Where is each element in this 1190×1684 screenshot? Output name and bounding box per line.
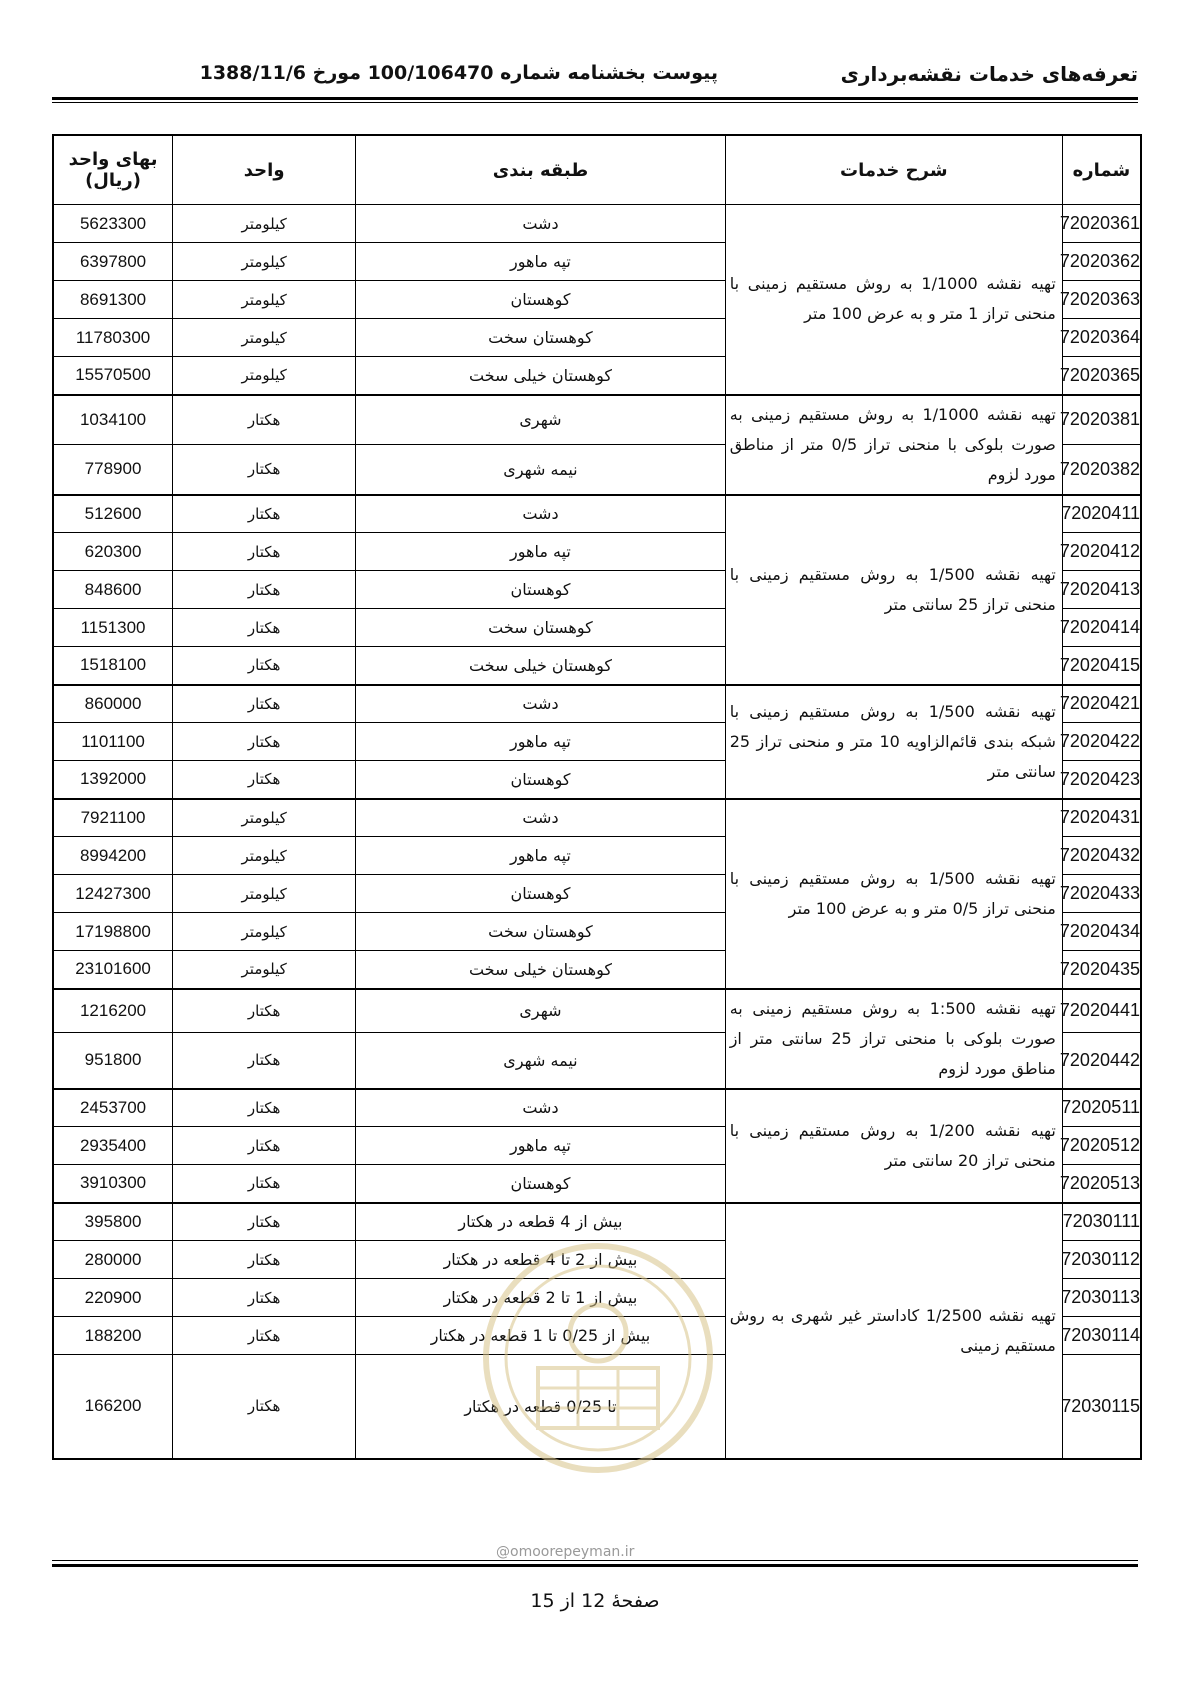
- row-price: 7921100: [53, 799, 173, 837]
- header-service: شرح خدمات: [725, 135, 1062, 205]
- row-classification: کوهستان: [356, 281, 725, 319]
- row-classification: کوهستان خیلی سخت: [356, 357, 725, 395]
- row-unit: هکتار: [173, 989, 356, 1033]
- row-unit: هکتار: [173, 685, 356, 723]
- document-title: تعرفه‌های خدمات نقشه‌برداری: [840, 62, 1138, 86]
- row-classification: دشت: [356, 1089, 725, 1127]
- table-header-row: [53, 135, 1141, 205]
- row-price: 3910300: [53, 1165, 173, 1203]
- row-unit: هکتار: [173, 1089, 356, 1127]
- row-classification: کوهستان سخت: [356, 319, 725, 357]
- row-unit: هکتار: [173, 1165, 356, 1203]
- row-classification: نیمه شهری: [356, 1033, 725, 1089]
- row-unit: هکتار: [173, 761, 356, 799]
- row-unit: هکتار: [173, 445, 356, 495]
- service-description: تهیه نقشه 1/500 به روش مستقیم زمینی با شبکه بندی قائم‌الزاویه 10 متر و منحنی تراز 25 سانتی متر: [725, 685, 1062, 799]
- row-classification: دشت: [356, 205, 725, 243]
- row-unit: هکتار: [173, 395, 356, 445]
- tariff-table: [52, 134, 1142, 1460]
- row-unit: کیلومتر: [173, 951, 356, 989]
- row-price: 395800: [53, 1203, 173, 1241]
- row-unit: هکتار: [173, 723, 356, 761]
- table-row: [53, 685, 1141, 723]
- service-description: تهیه نقشه 1/500 به روش مستقیم زمینی با منحنی تراز 0/5 متر و به عرض 100 متر: [725, 799, 1062, 989]
- row-number: 72020421: [1062, 685, 1141, 723]
- row-number: 72020361: [1062, 205, 1141, 243]
- row-unit: هکتار: [173, 1355, 356, 1459]
- row-number: 72020422: [1062, 723, 1141, 761]
- header-rule-thick: [52, 97, 1138, 100]
- row-number: 72020365: [1062, 357, 1141, 395]
- row-number: 72020411: [1062, 495, 1141, 533]
- row-classification: کوهستان: [356, 875, 725, 913]
- row-classification: دشت: [356, 495, 725, 533]
- page-number: صفحهٔ 12 از 15: [530, 1590, 660, 1612]
- row-number: 72020441: [1062, 989, 1141, 1033]
- row-unit: کیلومتر: [173, 319, 356, 357]
- row-unit: کیلومتر: [173, 875, 356, 913]
- row-price: 12427300: [53, 875, 173, 913]
- row-unit: کیلومتر: [173, 205, 356, 243]
- row-number: 72020442: [1062, 1033, 1141, 1089]
- row-number: 72030115: [1062, 1355, 1141, 1459]
- row-classification: کوهستان خیلی سخت: [356, 647, 725, 685]
- row-number: 72020433: [1062, 875, 1141, 913]
- row-classification: دشت: [356, 685, 725, 723]
- row-price: 1151300: [53, 609, 173, 647]
- row-price: 5623300: [53, 205, 173, 243]
- table-row: [53, 495, 1141, 533]
- row-number: 72020435: [1062, 951, 1141, 989]
- row-price: 2935400: [53, 1127, 173, 1165]
- row-number: 72020415: [1062, 647, 1141, 685]
- row-unit: کیلومتر: [173, 243, 356, 281]
- row-classification: کوهستان: [356, 1165, 725, 1203]
- row-price: 1034100: [53, 395, 173, 445]
- row-classification: شهری: [356, 395, 725, 445]
- row-price: 8994200: [53, 837, 173, 875]
- row-number: 72020412: [1062, 533, 1141, 571]
- row-classification: کوهستان سخت: [356, 609, 725, 647]
- row-price: 166200: [53, 1355, 173, 1459]
- row-unit: هکتار: [173, 495, 356, 533]
- header-price: بهای واحد (ریال): [53, 135, 173, 205]
- row-classification: تپه ماهور: [356, 837, 725, 875]
- row-number: 72020423: [1062, 761, 1141, 799]
- row-unit: هکتار: [173, 609, 356, 647]
- row-number: 72030113: [1062, 1279, 1141, 1317]
- row-unit: هکتار: [173, 1033, 356, 1089]
- row-classification: دشت: [356, 799, 725, 837]
- row-classification: کوهستان خیلی سخت: [356, 951, 725, 989]
- row-unit: کیلومتر: [173, 837, 356, 875]
- row-price: 860000: [53, 685, 173, 723]
- service-description: تهیه نقشه 1:500 به روش مستقیم زمینی به صورت بلوکی با منحنی تراز 25 سانتی متر از مناطق مورد لزوم: [725, 989, 1062, 1089]
- service-description: تهیه نقشه 1/200 به روش مستقیم زمینی با منحنی تراز 20 سانتی متر: [725, 1089, 1062, 1203]
- row-price: 951800: [53, 1033, 173, 1089]
- circular-reference: پیوست بخشنامه شماره 100/106470 مورخ 1388/11/6: [199, 62, 718, 84]
- header-rule-thin: [52, 102, 1138, 103]
- row-price: 23101600: [53, 951, 173, 989]
- row-price: 15570500: [53, 357, 173, 395]
- row-classification: تپه ماهور: [356, 723, 725, 761]
- row-price: 1392000: [53, 761, 173, 799]
- page-header: [52, 58, 1138, 92]
- row-number: 72020363: [1062, 281, 1141, 319]
- row-classification: شهری: [356, 989, 725, 1033]
- row-number: 72020382: [1062, 445, 1141, 495]
- row-classification: بیش از 1 تا 2 قطعه در هکتار: [356, 1279, 725, 1317]
- row-unit: هکتار: [173, 571, 356, 609]
- row-unit: کیلومتر: [173, 799, 356, 837]
- row-price: 11780300: [53, 319, 173, 357]
- row-price: 620300: [53, 533, 173, 571]
- table-row: [53, 205, 1141, 243]
- row-number: 72020512: [1062, 1127, 1141, 1165]
- row-price: 17198800: [53, 913, 173, 951]
- row-price: 8691300: [53, 281, 173, 319]
- watermark-site: @omoorepeyman.ir: [496, 1544, 635, 1560]
- row-unit: کیلومتر: [173, 357, 356, 395]
- row-number: 72020431: [1062, 799, 1141, 837]
- row-unit: هکتار: [173, 1203, 356, 1241]
- row-unit: هکتار: [173, 1317, 356, 1355]
- row-unit: هکتار: [173, 1279, 356, 1317]
- row-number: 72020362: [1062, 243, 1141, 281]
- table-row: [53, 989, 1141, 1033]
- row-number: 72020413: [1062, 571, 1141, 609]
- row-number: 72020434: [1062, 913, 1141, 951]
- table-row: [53, 1203, 1141, 1241]
- header-number: شماره: [1062, 135, 1141, 205]
- row-classification: تپه ماهور: [356, 533, 725, 571]
- row-classification: بیش از 0/25 تا 1 قطعه در هکتار: [356, 1317, 725, 1355]
- table-body: [53, 205, 1141, 1459]
- row-number: 72020381: [1062, 395, 1141, 445]
- row-number: 72030112: [1062, 1241, 1141, 1279]
- row-classification: نیمه شهری: [356, 445, 725, 495]
- row-classification: تپه ماهور: [356, 243, 725, 281]
- row-classification: بیش از 2 تا 4 قطعه در هکتار: [356, 1241, 725, 1279]
- row-price: 1518100: [53, 647, 173, 685]
- row-classification: تا 0/25 قطعه در هکتار: [356, 1355, 725, 1459]
- row-number: 72030114: [1062, 1317, 1141, 1355]
- header-classification: طبقه بندی: [356, 135, 725, 205]
- row-unit: هکتار: [173, 647, 356, 685]
- row-price: 512600: [53, 495, 173, 533]
- row-price: 220900: [53, 1279, 173, 1317]
- service-description: تهیه نقشه 1/500 به روش مستقیم زمینی با منحنی تراز 25 سانتی متر: [725, 495, 1062, 685]
- row-classification: کوهستان: [356, 571, 725, 609]
- row-classification: کوهستان: [356, 761, 725, 799]
- row-classification: کوهستان سخت: [356, 913, 725, 951]
- row-classification: تپه ماهور: [356, 1127, 725, 1165]
- service-description: تهیه نقشه 1/1000 به روش مستقیم زمینی به صورت بلوکی با منحنی تراز 0/5 متر از مناطق مورد لزوم: [725, 395, 1062, 495]
- row-price: 188200: [53, 1317, 173, 1355]
- service-description: تهیه نقشه 1/2500 کاداستر غیر شهری به روش مستقیم زمینی: [725, 1203, 1062, 1459]
- row-price: 280000: [53, 1241, 173, 1279]
- row-price: 1216200: [53, 989, 173, 1033]
- row-number: 72020414: [1062, 609, 1141, 647]
- row-number: 72030111: [1062, 1203, 1141, 1241]
- header-unit: واحد: [173, 135, 356, 205]
- row-classification: بیش از 4 قطعه در هکتار: [356, 1203, 725, 1241]
- row-unit: هکتار: [173, 1241, 356, 1279]
- row-price: 2453700: [53, 1089, 173, 1127]
- row-unit: هکتار: [173, 1127, 356, 1165]
- table-row: [53, 799, 1141, 837]
- row-price: 778900: [53, 445, 173, 495]
- row-unit: کیلومتر: [173, 913, 356, 951]
- row-price: 6397800: [53, 243, 173, 281]
- row-unit: کیلومتر: [173, 281, 356, 319]
- footer-rule-thick: [52, 1564, 1138, 1567]
- row-number: 72020513: [1062, 1165, 1141, 1203]
- row-number: 72020364: [1062, 319, 1141, 357]
- table-row: [53, 1089, 1141, 1127]
- footer-rule-thin: [52, 1560, 1138, 1561]
- service-description: تهیه نقشه 1/1000 به روش مستقیم زمینی با منحنی تراز 1 متر و به عرض 100 متر: [725, 205, 1062, 395]
- row-price: 1101100: [53, 723, 173, 761]
- table-row: [53, 395, 1141, 445]
- row-price: 848600: [53, 571, 173, 609]
- row-unit: هکتار: [173, 533, 356, 571]
- row-number: 72020432: [1062, 837, 1141, 875]
- row-number: 72020511: [1062, 1089, 1141, 1127]
